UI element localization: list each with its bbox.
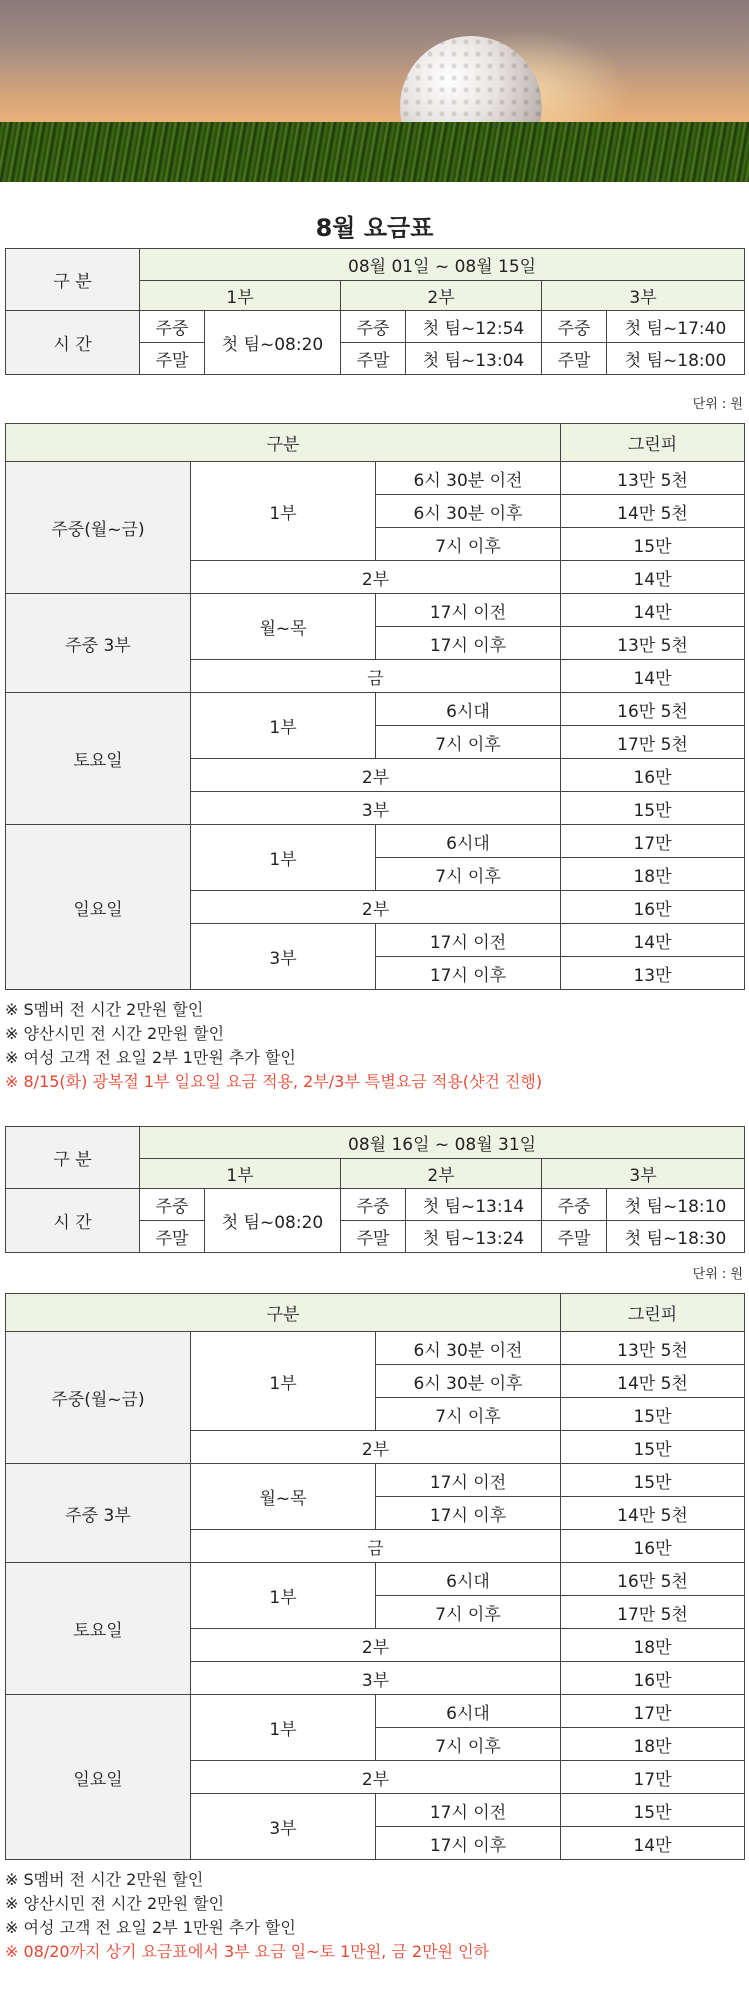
detail-label: 6시대 (376, 693, 561, 726)
sub-label: 1부 (191, 1695, 376, 1761)
detail-label: 7시 이후 (376, 1728, 561, 1761)
time-table (5, 248, 745, 375)
detail-label: 17시 이후 (376, 957, 561, 990)
detail-label: 6시대 (376, 1563, 561, 1596)
sub-label: 3부 (191, 924, 376, 990)
unit-label: 단위 : 원 (692, 397, 743, 412)
sub-label: 3부 (191, 792, 561, 825)
sub-label: 2부 (191, 759, 561, 792)
part-1-time: 첫 팀~08:20 (205, 311, 341, 375)
note-item: ※ 양산시민 전 시간 2만원 할인 (5, 1024, 225, 1043)
detail-label: 17시 이후 (376, 1497, 561, 1530)
grass (0, 122, 749, 182)
fee-value: 14만 5천 (561, 495, 745, 528)
weekday-label: 주중 (341, 311, 406, 343)
weekday-label: 주중 (542, 1189, 607, 1221)
detail-label: 6시대 (376, 825, 561, 858)
detail-label: 7시 이후 (376, 1596, 561, 1629)
fee-value: 13만 5천 (561, 1332, 745, 1365)
note-item: ※ S멤버 전 시간 2만원 할인 (5, 1870, 204, 1889)
unit-label: 단위 : 원 (692, 1267, 743, 1282)
fee-value: 14만 5천 (561, 1365, 745, 1398)
sub-label: 1부 (191, 825, 376, 891)
fee-value: 15만 (561, 1398, 745, 1431)
fee-value: 15만 (561, 1464, 745, 1497)
fee-value: 16만 5천 (561, 1563, 745, 1596)
notes (5, 1868, 749, 1964)
note-item: ※ 양산시민 전 시간 2만원 할인 (5, 1894, 225, 1913)
detail-label: 6시대 (376, 1695, 561, 1728)
part-3-weekday-time: 첫 팀~17:40 (607, 311, 745, 343)
weekday-label: 주중 (542, 311, 607, 343)
fee-value: 17만 (561, 825, 745, 858)
fee-value: 14만 (561, 561, 745, 594)
weekend-label: 주말 (341, 1221, 406, 1253)
weekend-label: 주말 (140, 343, 205, 375)
part-3-weekend-time: 첫 팀~18:00 (607, 343, 745, 375)
category-label: 구 분 (6, 1127, 140, 1189)
weekend-label: 주말 (341, 343, 406, 375)
fee-value: 13만 5천 (561, 627, 745, 660)
weekday-label: 주중 (341, 1189, 406, 1221)
weekend-label: 주말 (140, 1221, 205, 1253)
weekend-label: 주말 (542, 1221, 607, 1253)
fee-value: 13만 5천 (561, 462, 745, 495)
detail-label: 6시 30분 이전 (376, 462, 561, 495)
sub-label: 금 (191, 1530, 561, 1563)
detail-label: 6시 30분 이후 (376, 495, 561, 528)
fee-value: 15만 (561, 528, 745, 561)
note-item: ※ 여성 고객 전 요일 2부 1만원 추가 할인 (5, 1048, 296, 1067)
detail-label: 6시 30분 이후 (376, 1365, 561, 1398)
fee-value: 14만 5천 (561, 1497, 745, 1530)
part-1-header: 1부 (140, 281, 341, 311)
group-label: 토요일 (6, 1563, 191, 1695)
part-2-weekend-time: 첫 팀~13:04 (406, 343, 542, 375)
fee-value: 15만 (561, 792, 745, 825)
fee-value: 14만 (561, 924, 745, 957)
sub-label: 2부 (191, 1431, 561, 1464)
group-label: 토요일 (6, 693, 191, 825)
fee-value: 14만 (561, 594, 745, 627)
fee-value: 17만 (561, 1761, 745, 1794)
fee-value: 16만 (561, 1662, 745, 1695)
part-3-weekday-time: 첫 팀~18:10 (607, 1189, 745, 1221)
group-label: 일요일 (6, 1695, 191, 1860)
sub-label: 1부 (191, 693, 376, 759)
fee-table (5, 1293, 745, 1860)
sub-label: 3부 (191, 1662, 561, 1695)
sub-label: 1부 (191, 1563, 376, 1629)
detail-label: 17시 이후 (376, 1827, 561, 1860)
detail-label: 7시 이후 (376, 1398, 561, 1431)
fee-value: 16만 (561, 759, 745, 792)
detail-label: 17시 이전 (376, 924, 561, 957)
detail-label: 17시 이전 (376, 1794, 561, 1827)
group-label: 주중 3부 (6, 594, 191, 693)
fee-value: 13만 (561, 957, 745, 990)
part-2-weekend-time: 첫 팀~13:24 (406, 1221, 542, 1253)
date-range: 08월 16일 ~ 08월 31일 (140, 1127, 745, 1159)
part-2-header: 2부 (341, 1159, 542, 1189)
detail-label: 17시 이후 (376, 627, 561, 660)
sub-label: 2부 (191, 1761, 561, 1794)
notes (5, 998, 749, 1094)
fee-value: 18만 (561, 1629, 745, 1662)
weekday-label: 주중 (140, 1189, 205, 1221)
note-item: ※ 여성 고객 전 요일 2부 1만원 추가 할인 (5, 1918, 296, 1937)
group-label: 주중(월~금) (6, 462, 191, 594)
note-highlight: ※ 8/15(화) 광복절 1부 일요일 요금 적용, 2부/3부 특별요금 적용(샷건 진행) (5, 1072, 543, 1091)
note-highlight: ※ 08/20까지 상기 요금표에서 3부 요금 일~토 1만원, 금 2만원 인하 (5, 1942, 489, 1961)
detail-label: 7시 이후 (376, 858, 561, 891)
part-1-header: 1부 (140, 1159, 341, 1189)
fee-value: 16만 (561, 891, 745, 924)
fee-value: 16만 (561, 1530, 745, 1563)
fee-value: 17만 5천 (561, 1596, 745, 1629)
part-2-header: 2부 (341, 281, 542, 311)
part-3-weekend-time: 첫 팀~18:30 (607, 1221, 745, 1253)
detail-label: 17시 이전 (376, 1464, 561, 1497)
fee-value: 15만 (561, 1431, 745, 1464)
group-label: 주중 3부 (6, 1464, 191, 1563)
time-label: 시 간 (6, 311, 140, 375)
group-label: 주중(월~금) (6, 1332, 191, 1464)
weekend-label: 주말 (542, 343, 607, 375)
part-1-time: 첫 팀~08:20 (205, 1189, 341, 1253)
header-category: 구분 (6, 424, 561, 462)
sub-label: 2부 (191, 1629, 561, 1662)
detail-label: 7시 이후 (376, 726, 561, 759)
detail-label: 17시 이전 (376, 594, 561, 627)
time-label: 시 간 (6, 1189, 140, 1253)
detail-label: 6시 30분 이전 (376, 1332, 561, 1365)
page-title: 8월 요금표 (315, 214, 434, 242)
part-3-header: 3부 (542, 1159, 745, 1189)
date-range: 08월 01일 ~ 08월 15일 (140, 249, 745, 281)
part-2-weekday-time: 첫 팀~13:14 (406, 1189, 542, 1221)
fee-value: 14만 (561, 660, 745, 693)
hero-golf-ball-image (0, 0, 749, 182)
weekday-label: 주중 (140, 311, 205, 343)
group-label: 일요일 (6, 825, 191, 990)
header-fee: 그린피 (561, 424, 745, 462)
fee-value: 18만 (561, 858, 745, 891)
fee-value: 18만 (561, 1728, 745, 1761)
sub-label: 월~목 (191, 1464, 376, 1530)
sub-label: 2부 (191, 561, 561, 594)
fee-value: 14만 (561, 1827, 745, 1860)
fee-value: 17만 5천 (561, 726, 745, 759)
header-category: 구분 (6, 1294, 561, 1332)
detail-label: 7시 이후 (376, 528, 561, 561)
category-label: 구 분 (6, 249, 140, 311)
sub-label: 3부 (191, 1794, 376, 1860)
fee-value: 16만 5천 (561, 693, 745, 726)
fee-value: 15만 (561, 1794, 745, 1827)
sub-label: 월~목 (191, 594, 376, 660)
sub-label: 2부 (191, 891, 561, 924)
part-3-header: 3부 (542, 281, 745, 311)
fee-table (5, 423, 745, 990)
sub-label: 금 (191, 660, 561, 693)
note-item: ※ S멤버 전 시간 2만원 할인 (5, 1000, 204, 1019)
fee-value: 17만 (561, 1695, 745, 1728)
time-table (5, 1126, 745, 1253)
sub-label: 1부 (191, 1332, 376, 1431)
part-2-weekday-time: 첫 팀~12:54 (406, 311, 542, 343)
header-fee: 그린피 (561, 1294, 745, 1332)
sub-label: 1부 (191, 462, 376, 561)
